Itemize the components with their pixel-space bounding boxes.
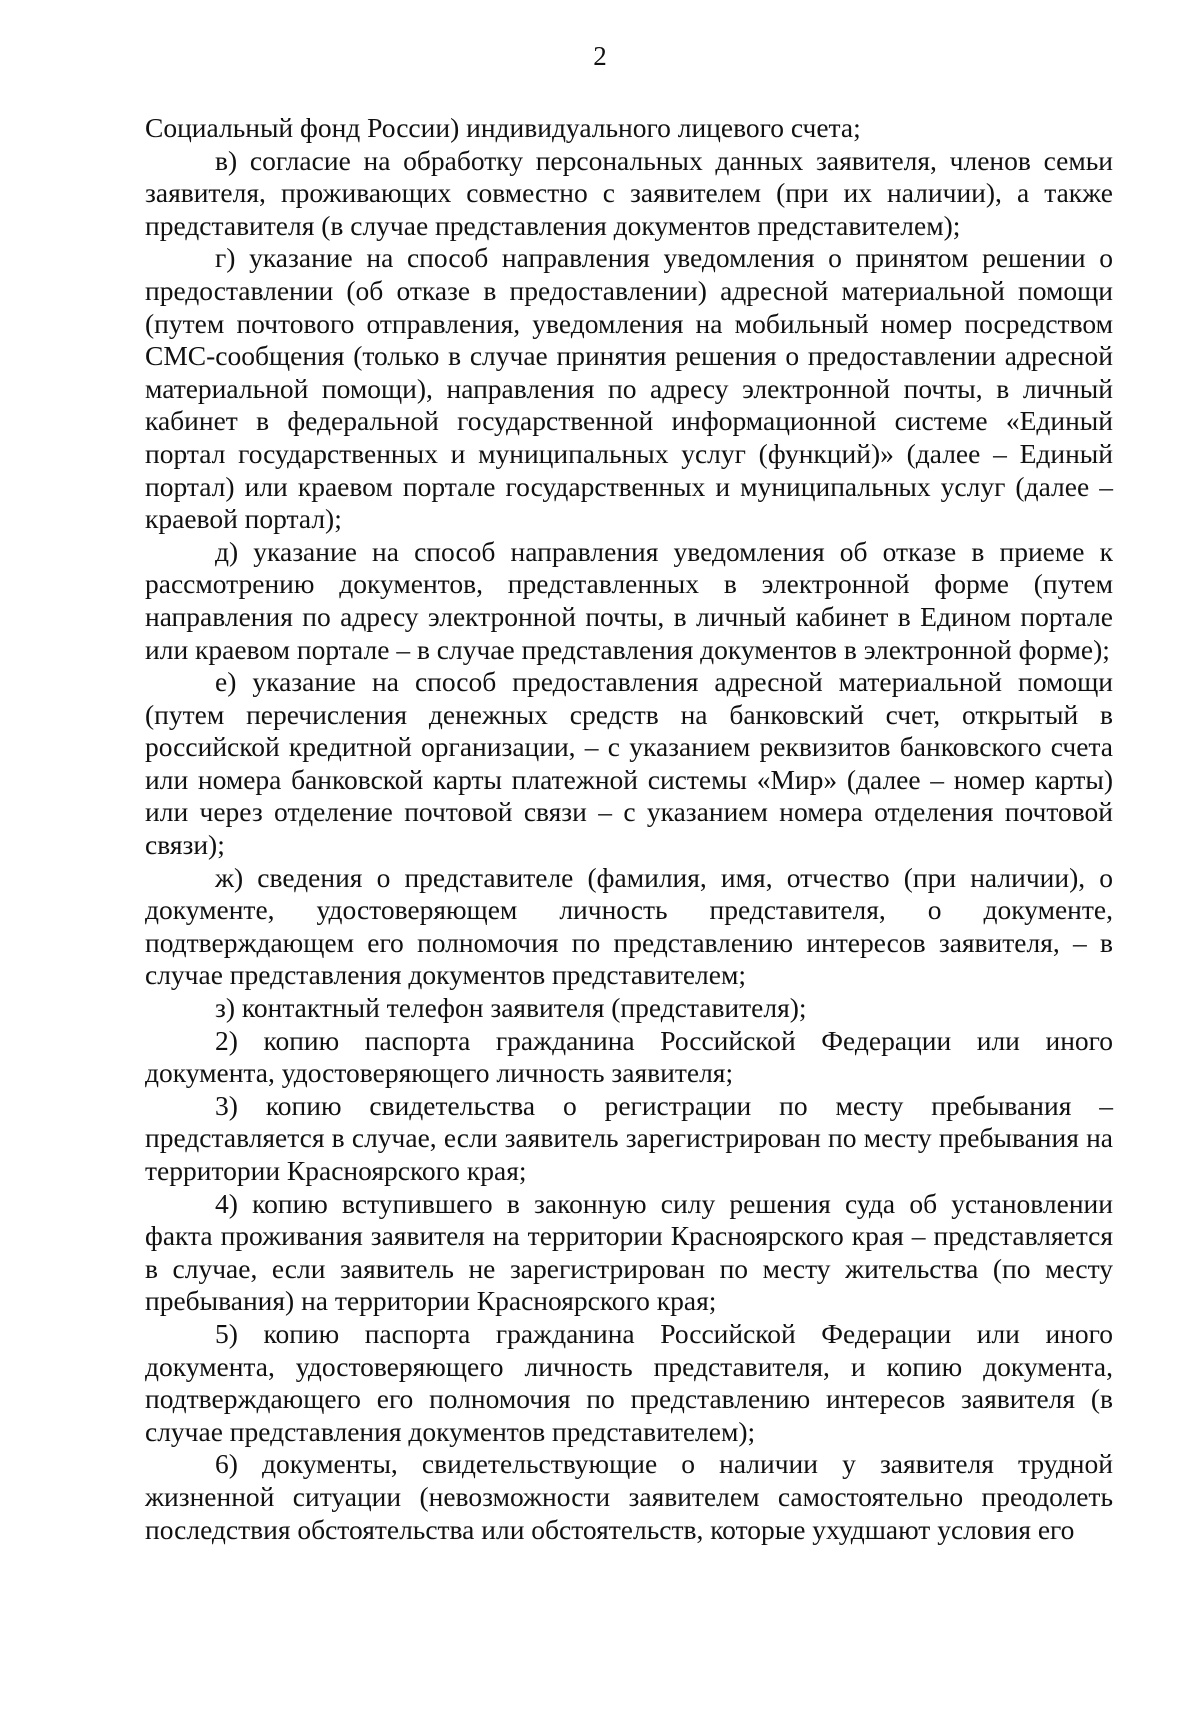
paragraph-item-3: 3) копию свидетельства о регистрации по месту пребывания – представляется в случае, если заявитель зарегистрирован по месту пребывания на территории Красноярского края; [145,1089,1113,1186]
paragraph-item-g: г) указание на способ направления уведомления о принятом решении о предоставлении (об отказе в предоставлении) адресной материальной помощи (путем почтового отправления, уведомления на мобильный номер посредством СМС-сообщения (только в случае принятия решения о предоставлении адресной материальной помощи), направления по адресу электронной почты, в личный кабинет в федеральной государственной информационной системе «Единый портал государственных и муниципальных услуг (функций)» (далее – Единый портал) или краевом портале государственных и муниципальных услуг (далее – краевой портал); [145,242,1113,535]
paragraph-item-d: д) указание на способ направления уведомления об отказе в приеме к рассмотрению документов, представленных в электронной форме (путем направления по адресу электронной почты, в личный кабинет в Едином портале или краевом портале – в случае представления документов в электронной форме); [145,535,1113,665]
paragraph-item-2: 2) копию паспорта гражданина Российской Федерации или иного документа, удостоверяющего личность заявителя; [145,1024,1113,1089]
paragraph-item-6: 6) документы, свидетельствующие о наличии у заявителя трудной жизненной ситуации (невозможности заявителем самостоятельно преодолеть последствия обстоятельства или обстоятельств, которые ухудшают условия его [145,1448,1113,1545]
paragraph-item-5: 5) копию паспорта гражданина Российской Федерации или иного документа, удостоверяющего личность представителя, и копию документа, подтверждающего его полномочия по представлению интересов заявителя (в случае представления документов представителем); [145,1317,1113,1447]
paragraph-item-4: 4) копию вступившего в законную силу решения суда об установлении факта проживания заявителя на территории Красноярского края – представляется в случае, если заявитель не зарегистрирован по месту жительства (по месту пребывания) на территории Красноярского края; [145,1187,1113,1317]
paragraph-item-zh: ж) сведения о представителе (фамилия, имя, отчество (при наличии), о документе, удостоверяющем личность представителя, о документе, подтверждающем его полномочия по представлению интересов заявителя, – в случае представления документов представителем; [145,861,1113,991]
paragraph-item-v: в) согласие на обработку персональных данных заявителя, членов семьи заявителя, проживающих совместно с заявителем (при их наличии), а также представителя (в случае представления документов представителем); [145,144,1113,241]
page-number: 2 [593,41,607,71]
paragraph-continuation: Социальный фонд России) индивидуального лицевого счета; [145,112,861,143]
paragraph-item-e: е) указание на способ предоставления адресной материальной помощи (путем перечисления денежных средств на банковский счет, открытый в российской кредитной организации, – с указанием реквизитов банковского счета или номера банковской карты платежной системы «Мир» (далее – номер карты) или через отделение почтовой связи – с указанием номера отделения почтовой связи); [145,666,1113,861]
document-body [145,112,1113,1546]
paragraph-item-z: з) контактный телефон заявителя (представителя); [215,992,807,1024]
